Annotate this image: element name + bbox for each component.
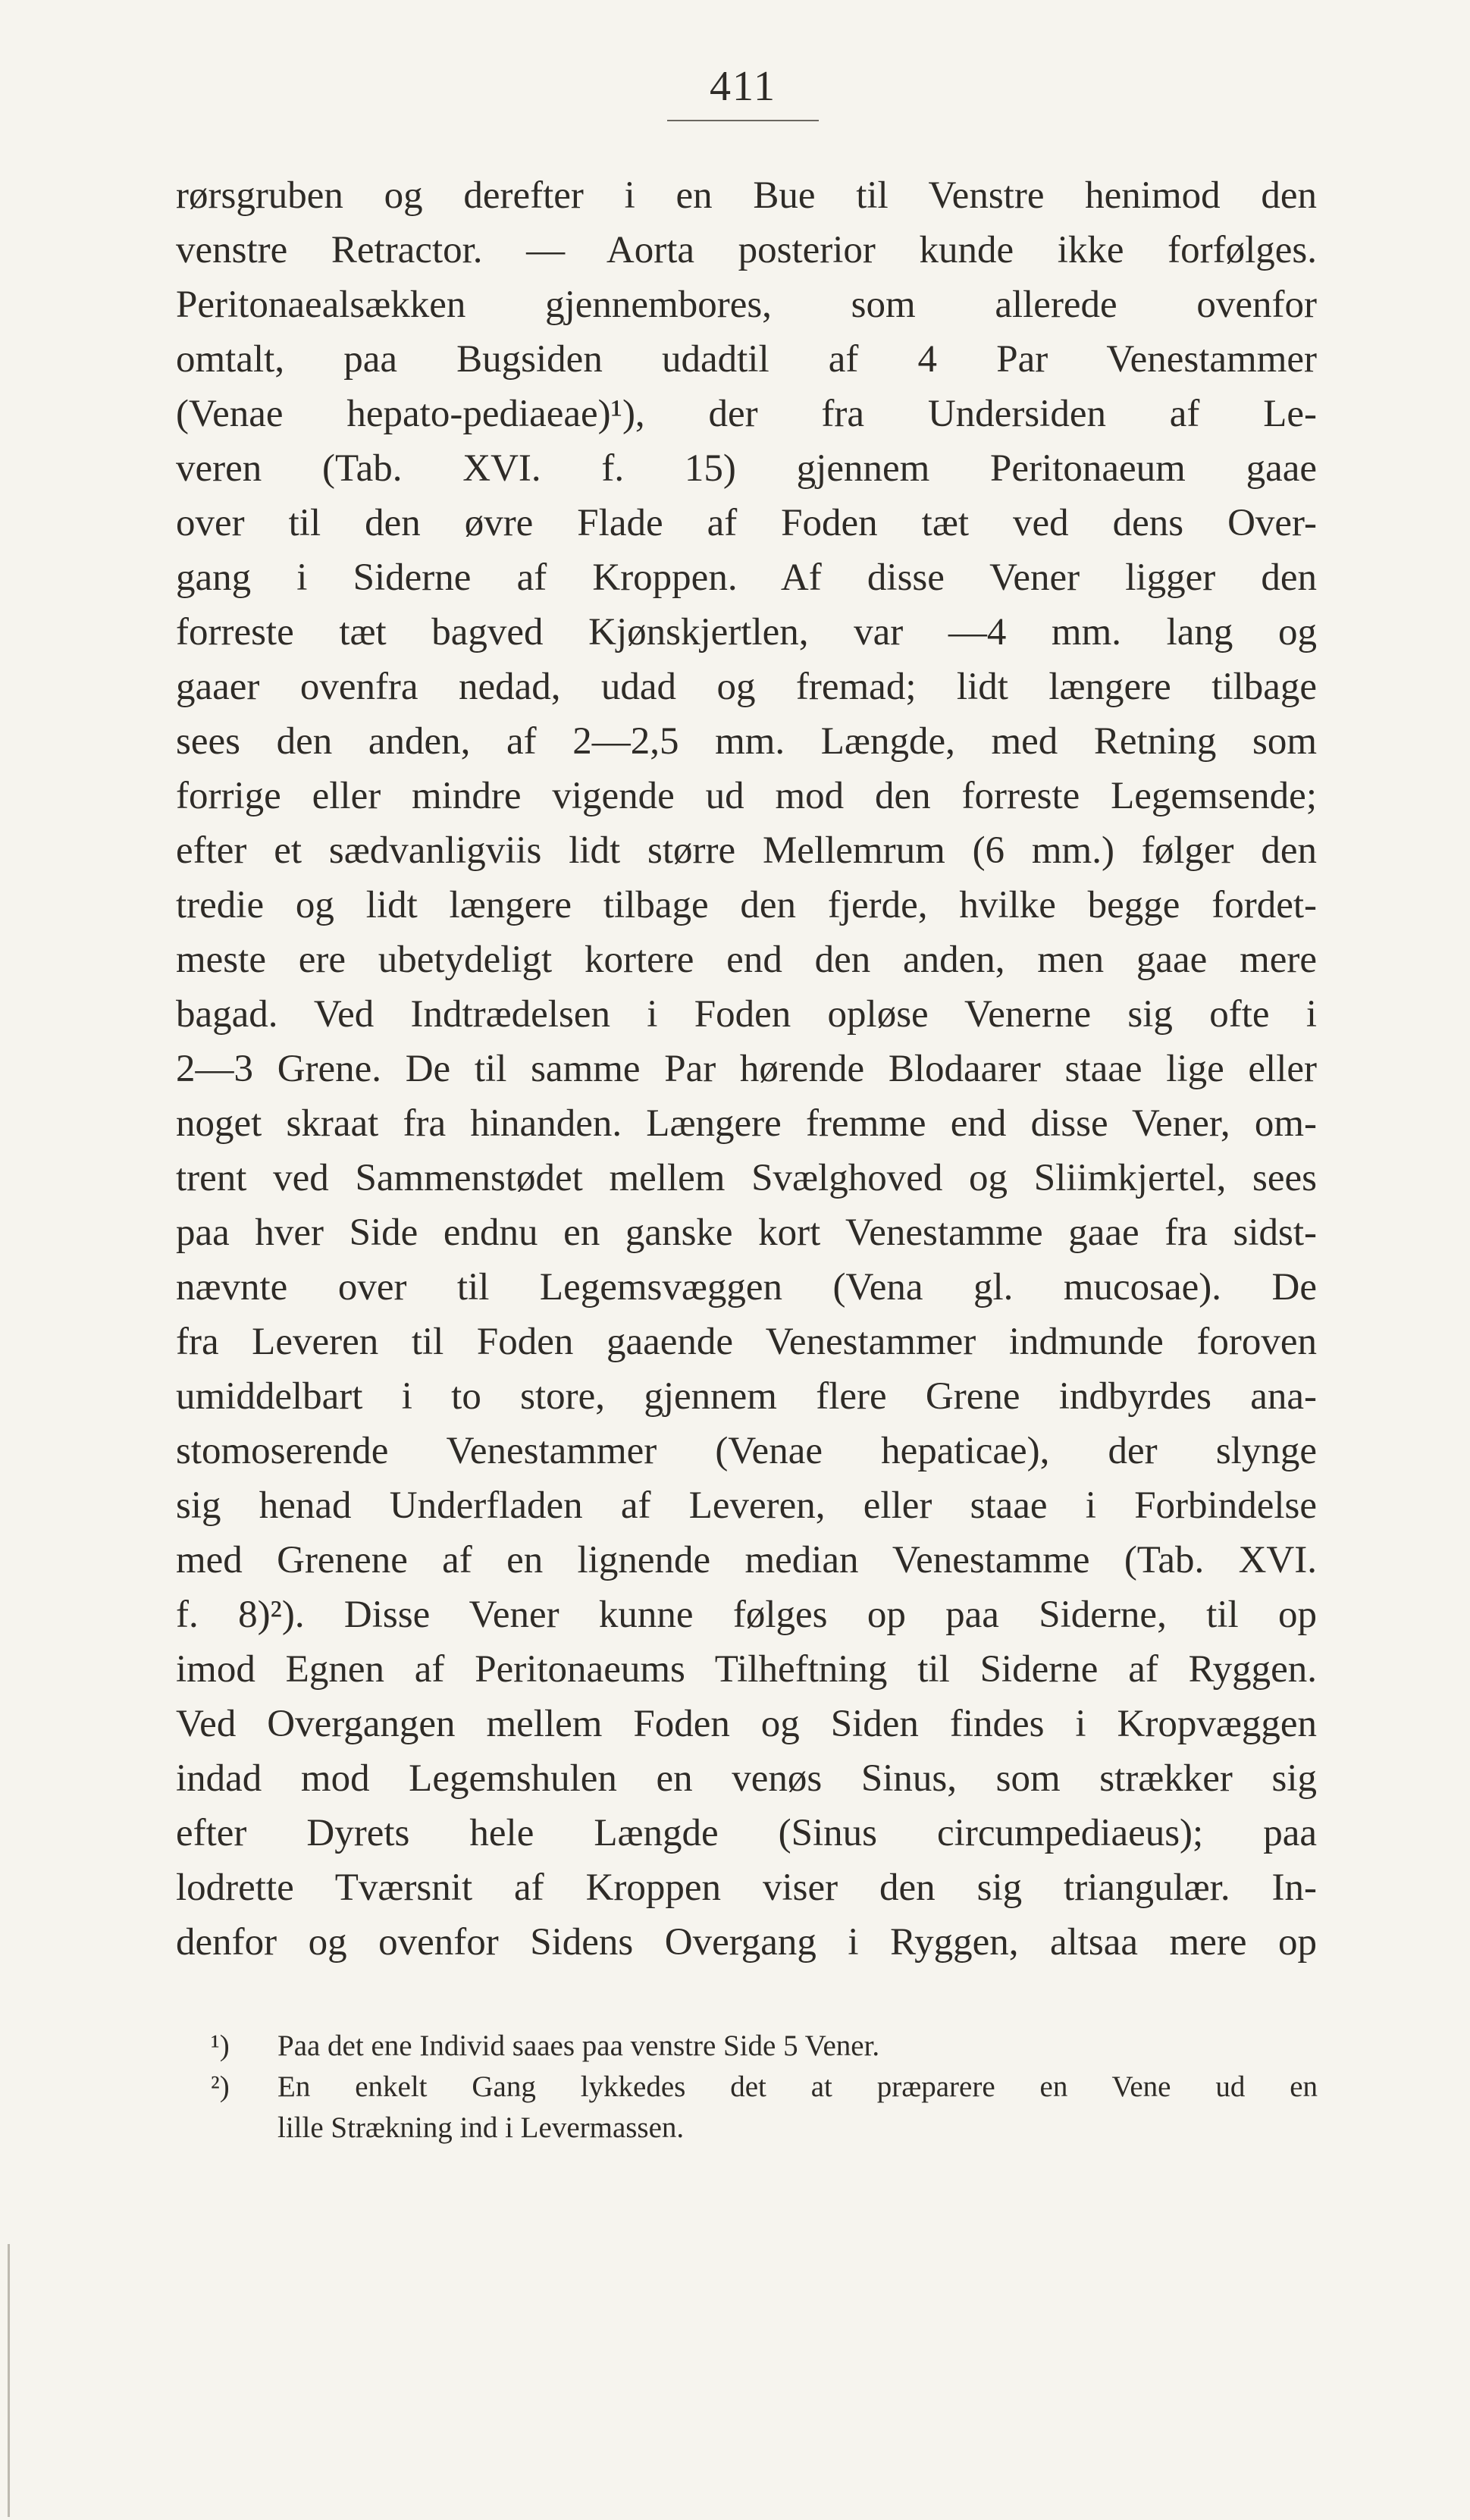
text-line: indad mod Legemshulen en venøs Sinus, som strækker sig [176, 1757, 1317, 1800]
text-line: veren (Tab. XVI. f. 15) gjennem Peritonaeum gaae [176, 447, 1317, 490]
text-line: efter Dyrets hele Længde (Sinus circumpediaeus); paa [176, 1812, 1317, 1854]
body-text [176, 168, 1317, 1970]
text-line: Ved Overgangen mellem Foden og Siden findes i Kropvæggen [176, 1703, 1317, 1745]
page-number: 411 [710, 63, 776, 110]
text-line: lodrette Tværsnit af Kroppen viser den sig triangulær. In- [176, 1866, 1317, 1909]
page-number-rule [667, 120, 819, 121]
text-line: stomoserende Venestammer (Venae hepaticae), der slynge [176, 1430, 1317, 1472]
text-line: sig henad Underfladen af Leveren, eller staae i Forbindelse [176, 1484, 1317, 1527]
footnote-2 [211, 2067, 1318, 2108]
text-line: imod Egnen af Peritonaeums Tilheftning til Siderne af Ryggen. [176, 1648, 1317, 1691]
footnote-2-continuation: lille Strækning ind i Levermassen. [277, 2111, 685, 2144]
text-line: gaaer ovenfra nedad, udad og fremad; lidt længere tilbage [176, 666, 1317, 708]
text-line: med Grenene af en lignende median Venestamme (Tab. XVI. [176, 1539, 1317, 1581]
text-line: over til den øvre Flade af Foden tæt ved dens Over- [176, 502, 1317, 544]
text-line: rørsgruben og derefter i en Bue til Venstre henimod den [176, 174, 1317, 217]
footnote-1 [211, 2026, 1318, 2067]
text-line: denfor og ovenfor Sidens Overgang i Ryggen, altsaa mere op [176, 1921, 1317, 1964]
text-line: fra Leveren til Foden gaaende Venestammer indmunde foroven [176, 1321, 1317, 1363]
text-line: paa hver Side endnu en ganske kort Venestamme gaae fra sidst- [176, 1211, 1317, 1254]
text-line: bagad. Ved Indtrædelsen i Foden opløse Venerne sig ofte i [176, 993, 1317, 1036]
text-line: tredie og lidt længere tilbage den fjerde, hvilke begge fordet- [176, 884, 1317, 926]
text-line: venstre Retractor. — Aorta posterior kunde ikke forfølges. [176, 229, 1317, 271]
text-line: noget skraat fra hinanden. Længere fremme end disse Vener, om- [176, 1102, 1317, 1145]
text-line: gang i Siderne af Kroppen. Af disse Vener ligger den [176, 556, 1317, 599]
text-line: meste ere ubetydeligt kortere end den anden, men gaae mere [176, 939, 1317, 981]
text-line: 2—3 Grene. De til samme Par hørende Blodaarer staae lige eller [176, 1048, 1317, 1090]
footnote-marker: ²) [211, 2070, 230, 2103]
footnote-text: Paa det ene Individ saaes paa venstre Side 5 Vener. [277, 2029, 880, 2062]
text-line: nævnte over til Legemsvæggen (Vena gl. mucosae). De [176, 1266, 1317, 1309]
text-line: Peritonaealsækken gjennembores, som allerede ovenfor [176, 284, 1317, 326]
text-line: forrige eller mindre vigende ud mod den forreste Legemsende; [176, 775, 1317, 817]
text-line: efter et sædvanligviis lidt større Mellemrum (6 mm.) følger den [176, 829, 1317, 872]
text-line: (Venae hepato-pediaeae)¹), der fra Undersiden af Le- [176, 393, 1317, 435]
text-line: f. 8)²). Disse Vener kunne følges op paa Siderne, til op [176, 1594, 1317, 1636]
text-line: trent ved Sammenstødet mellem Svælghoved og Sliimkjertel, sees [176, 1157, 1317, 1199]
footnote-text: En enkelt Gang lykkedes det at præparere en Vene ud en [277, 2070, 1318, 2103]
text-line: forreste tæt bagved Kjønskjertlen, var —4 mm. lang og [176, 611, 1317, 654]
footnote-marker: ¹) [211, 2029, 230, 2062]
scan-edge-mark [8, 2244, 10, 2517]
text-line: sees den anden, af 2—2,5 mm. Længde, med Retning som [176, 720, 1317, 763]
footnotes [211, 2026, 1318, 2149]
text-line: umiddelbart i to store, gjennem flere Grene indbyrdes ana- [176, 1375, 1317, 1418]
text-line: omtalt, paa Bugsiden udadtil af 4 Par Venestammer [176, 338, 1317, 381]
